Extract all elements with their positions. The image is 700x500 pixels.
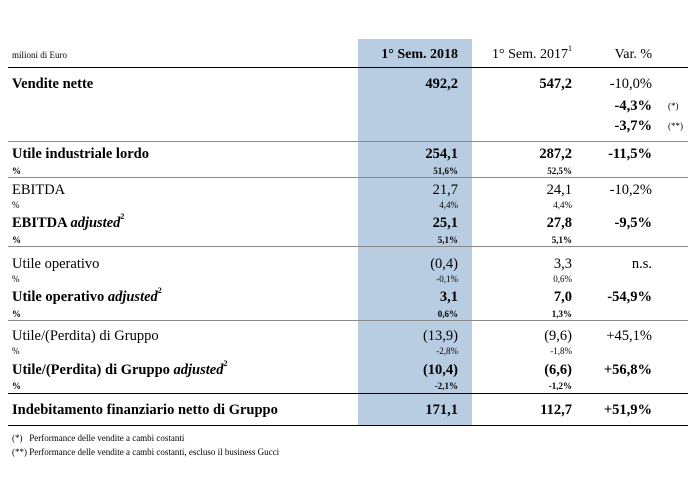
row-label-indebitamento: Indebitamento finanziario netto di Gruppo	[12, 402, 278, 418]
value-2018-utile-operativo: (0,4)	[430, 256, 458, 272]
pct-2017-utile-operativo: 0,6%	[553, 274, 572, 284]
variation-ebitda-adjusted: -9,5%	[614, 215, 652, 231]
footnote-2: (**) Performance delle vendite a cambi costanti, escluso il business Gucci	[12, 447, 280, 457]
pct-2017-utile-operativo-adjusted: 1,3%	[551, 309, 572, 319]
variation-utile-operativo: n.s.	[631, 256, 652, 272]
value-2017-utile-gruppo: (9,6)	[544, 328, 572, 344]
variation-ebitda: -10,2%	[609, 182, 652, 198]
value-2017-utile-gruppo-adjusted: (6,6)	[544, 362, 572, 378]
pct-label: %	[12, 381, 21, 391]
note-marker-2: (**)	[668, 121, 683, 131]
pct-2017-ebitda: 4,4%	[553, 200, 572, 210]
pct-2018-utile-gruppo: -2,8%	[436, 346, 458, 356]
section-rule	[8, 246, 688, 247]
variation-indebitamento: +51,9%	[603, 402, 652, 418]
value-2018-ebitda-adjusted: 25,1	[432, 215, 458, 231]
value-2018-ebitda: 21,7	[432, 182, 458, 198]
row-label-utile-operativo-adjusted-main: Utile operativo	[12, 289, 108, 305]
header-rule	[8, 67, 688, 68]
row-label-utile-gruppo-adjusted-note: 2	[223, 359, 228, 368]
pct-label: %	[12, 346, 20, 356]
value-2017-vendite: 547,2	[539, 76, 572, 92]
column-header-2017-text: 1° Sem. 2017	[492, 47, 568, 62]
row-label-utile-gruppo: Utile/(Perdita) di Gruppo	[12, 328, 159, 344]
value-2018-utile-industriale: 254,1	[425, 146, 458, 162]
pct-2018-utile-gruppo-adjusted: -2,1%	[434, 381, 458, 391]
value-2018-indebitamento: 171,1	[425, 402, 458, 418]
pct-2018-utile-operativo: -0,1%	[436, 274, 458, 284]
section-rule	[8, 320, 688, 321]
pct-2017-ebitda-adjusted: 5,1%	[551, 235, 572, 245]
pct-label: %	[12, 309, 21, 319]
row-label-utile-gruppo-adjusted-italic: adjusted	[173, 362, 224, 378]
unit-label: milioni di Euro	[12, 50, 67, 60]
column-header-2018: 1° Sem. 2018	[381, 47, 458, 62]
variation-vendite: -10,0%	[609, 76, 652, 92]
pct-label: %	[12, 274, 20, 284]
value-2018-utile-gruppo: (13,9)	[422, 328, 458, 344]
footnote-1: (*) Performance delle vendite a cambi costanti	[12, 433, 185, 443]
section-rule	[8, 393, 688, 394]
value-2018-vendite: 492,2	[425, 76, 458, 92]
value-2018-utile-gruppo-adjusted: (10,4)	[422, 362, 458, 378]
row-label-vendite: Vendite nette	[12, 76, 94, 92]
value-2018-utile-operativo-adjusted: 3,1	[439, 289, 458, 305]
row-label-utile-industriale: Utile industriale lordo	[12, 146, 149, 162]
variation-utile-operativo-adjusted: -54,9%	[607, 289, 652, 305]
pct-2018-ebitda-adjusted: 5,1%	[437, 235, 458, 245]
column-header-2017-note: 1	[568, 44, 572, 53]
value-2017-utile-operativo: 3,3	[553, 256, 572, 272]
pct-label: %	[12, 166, 21, 176]
section-rule	[8, 141, 688, 142]
row-label-utile-gruppo-adjusted-main: Utile/(Perdita) di Gruppo	[12, 362, 174, 378]
pct-2017-utile-gruppo-adjusted: -1,2%	[548, 381, 572, 391]
row-label-utile-operativo-adjusted-note: 2	[157, 286, 162, 295]
section-rule	[8, 177, 688, 178]
note-marker-1: (*)	[668, 101, 679, 111]
pct-2017-utile-gruppo: -1,8%	[550, 346, 572, 356]
row-label-ebitda-adjusted-main: EBITDA	[12, 215, 71, 231]
variation-vendite-ex-gucci: -3,7%	[614, 118, 652, 134]
pct-2018-utile-industriale: 51,6%	[433, 166, 458, 176]
row-label-ebitda: EBITDA	[12, 182, 66, 198]
pct-2017-utile-industriale: 52,5%	[547, 166, 572, 176]
column-header-variation: Var. %	[614, 47, 652, 62]
pct-label: %	[12, 235, 21, 245]
variation-utile-industriale: -11,5%	[608, 146, 652, 162]
row-label-ebitda-adjusted-note: 2	[120, 212, 125, 221]
row-label-ebitda-adjusted	[12, 212, 125, 231]
pct-2018-ebitda: 4,4%	[439, 200, 458, 210]
variation-utile-gruppo: +45,1%	[606, 328, 652, 344]
row-label-utile-operativo-adjusted-italic: adjusted	[107, 289, 158, 305]
value-2017-indebitamento: 112,7	[540, 402, 572, 418]
row-label-ebitda-adjusted-italic: adjusted	[70, 215, 121, 231]
value-2017-utile-industriale: 287,2	[539, 146, 572, 162]
value-2017-ebitda: 24,1	[546, 182, 572, 198]
variation-utile-gruppo-adjusted: +56,8%	[603, 362, 652, 378]
value-2017-ebitda-adjusted: 27,8	[546, 215, 572, 231]
row-label-utile-operativo-adjusted	[12, 286, 162, 305]
row-label-utile-operativo: Utile operativo	[12, 256, 100, 272]
row-label-utile-gruppo-adjusted	[12, 359, 228, 378]
pct-2018-utile-operativo-adjusted: 0,6%	[437, 309, 458, 319]
pct-label: %	[12, 200, 20, 210]
column-header-2017	[472, 44, 572, 62]
variation-vendite-constant-fx: -4,3%	[614, 98, 652, 114]
table-bottom-rule	[8, 425, 688, 426]
value-2017-utile-operativo-adjusted: 7,0	[553, 289, 572, 305]
